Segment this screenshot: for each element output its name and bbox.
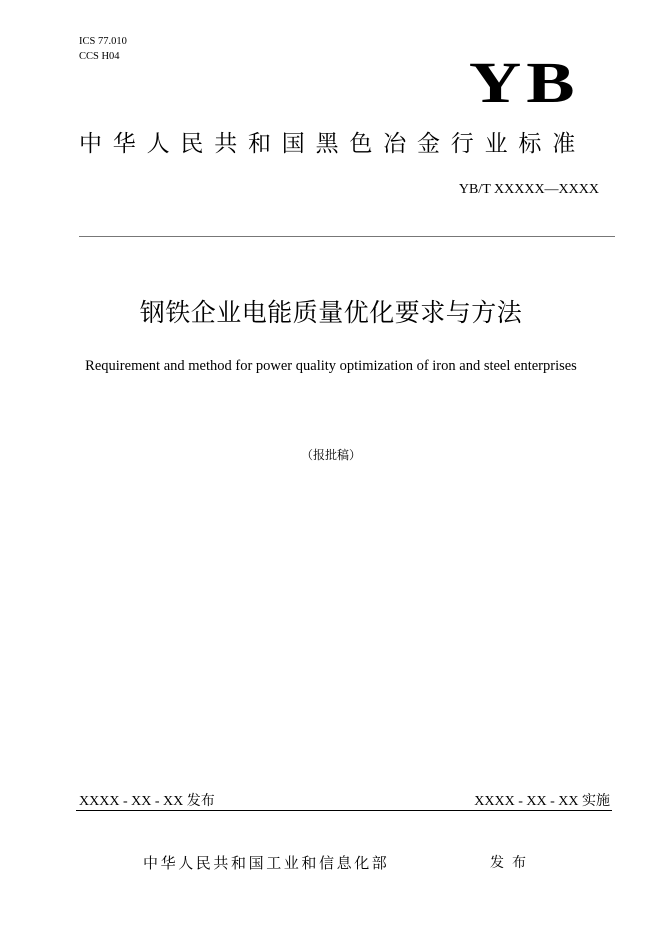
- draft-status: （报批稿）: [300, 448, 361, 462]
- document-title-en: Requirement and method for power quality optimization of iron and steel enterprises: [85, 358, 577, 374]
- bottom-divider: [76, 810, 612, 811]
- ccs-code: CCS H04: [79, 51, 120, 62]
- standard-number: YB/T XXXXX—XXXX: [458, 182, 599, 197]
- implement-date: XXXX - XX - XX 实施: [474, 794, 610, 809]
- classification-codes: [79, 34, 127, 64]
- yb-logo: YB: [469, 50, 580, 115]
- ics-code: ICS 77.010: [79, 36, 127, 47]
- issue-label: 发布: [490, 855, 534, 871]
- top-divider: [79, 236, 615, 237]
- standard-title: 中华人民共和国黑色冶金行业标准: [79, 131, 586, 157]
- document-title-zh: 钢铁企业电能质量优化要求与方法: [139, 298, 523, 327]
- publish-date: XXXX - XX - XX 发布: [79, 794, 215, 809]
- issuing-authority: 中华人民共和国工业和信息化部: [143, 854, 390, 872]
